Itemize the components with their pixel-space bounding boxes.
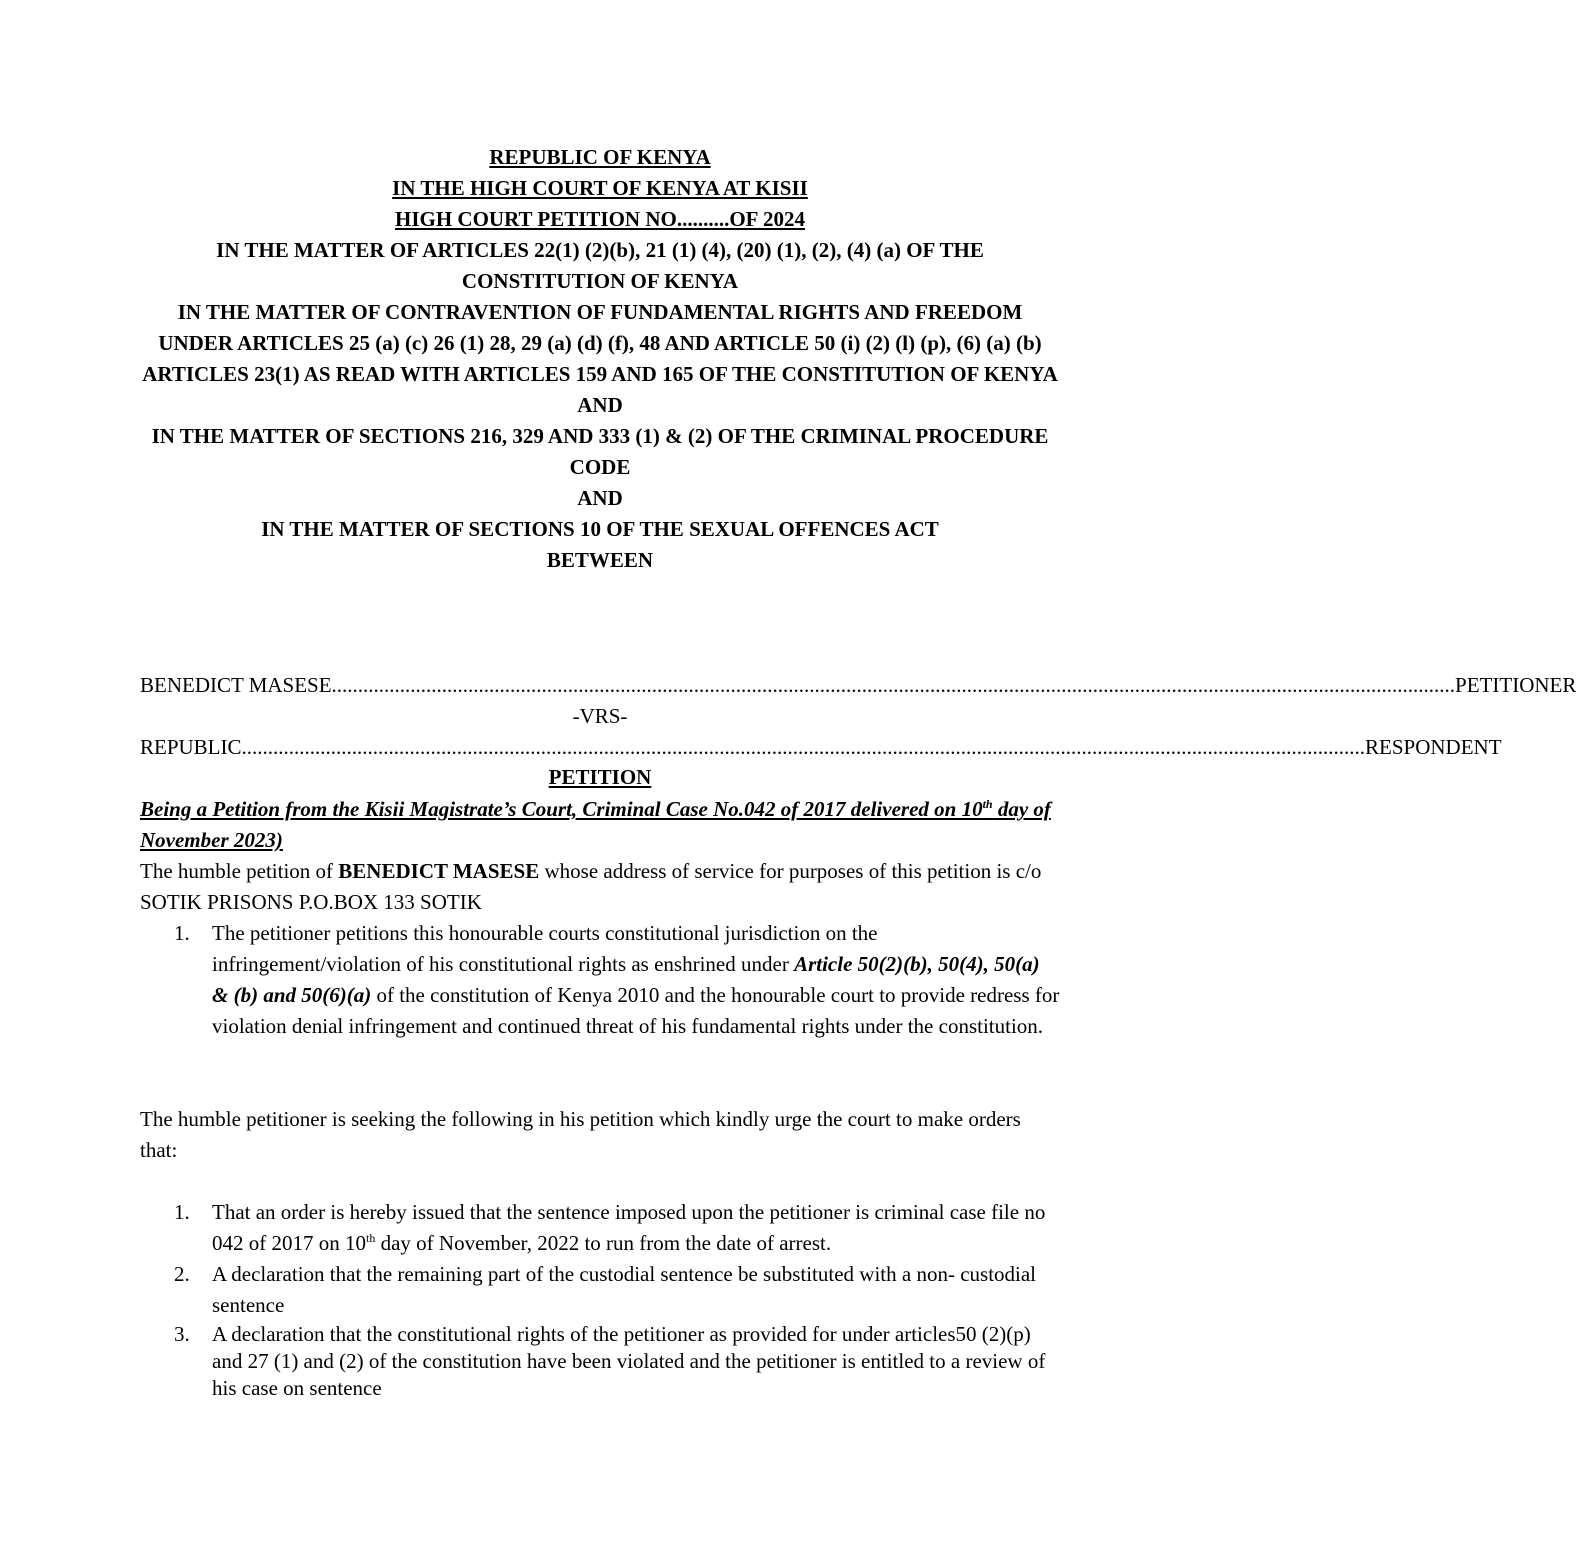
header-and-2: AND xyxy=(577,486,623,510)
petitioner-row xyxy=(140,670,1576,701)
respondent-row xyxy=(140,732,1502,763)
petitioner-role: PETITIONER xyxy=(1455,673,1576,697)
respondent-dots: ...................................................................................................................................................................................................................... xyxy=(241,735,1366,759)
list-item xyxy=(140,1259,1060,1321)
subtitle-sup: th xyxy=(982,797,993,811)
respondent-role: RESPONDENT xyxy=(1365,735,1502,759)
petitioner-name: BENEDICT MASESE xyxy=(140,673,332,697)
subtitle-text-a: Being a Petition from the Kisii Magistrate’s Court, Criminal Case No.042 of 2017 delivered on 10 xyxy=(140,797,983,821)
item1-text-b: of the constitution of Kenya 2010 and the honourable court to provide redress for violation denial infringement and continued threat of his fundamental rights under the constitution. xyxy=(212,983,1060,1038)
header-articles-23: ARTICLES 23(1) AS READ WITH ARTICLES 159 AND 165 OF THE CONSTITUTION OF KENYA xyxy=(142,362,1058,386)
header-matter-cpc: IN THE MATTER OF SECTIONS 216, 329 AND 333 (1) & (2) OF THE CRIMINAL PROCEDURE CODE xyxy=(151,424,1049,479)
header-and-1: AND xyxy=(577,393,623,417)
orders-list xyxy=(140,1197,1060,1402)
intro-paragraph xyxy=(140,856,1060,918)
order1-sup: th xyxy=(366,1231,376,1245)
intro-petitioner-name: BENEDICT MASESE xyxy=(338,859,540,883)
order1-text-b: day of November, 2022 to run from the date of arrest. xyxy=(375,1231,832,1255)
header-matter-articles: IN THE MATTER OF ARTICLES 22(1) (2)(b), 21 (1) (4), (20) (1), (2), (4) (a) OF THE CONSTITUTION OF KENYA xyxy=(216,238,984,293)
respondent-name: REPUBLIC xyxy=(140,735,242,759)
vrs-row xyxy=(140,701,1060,732)
header-court: IN THE HIGH COURT OF KENYA AT KISII xyxy=(392,176,808,200)
petitioner-dots: ...................................................................................................................................................................................................................... xyxy=(331,673,1456,697)
list-item xyxy=(140,1197,1060,1259)
petition-items xyxy=(140,918,1060,1042)
vrs-label: -VRS- xyxy=(572,704,628,728)
petition-subtitle xyxy=(140,794,1060,856)
subtitle-text-b: day of November 2023) xyxy=(140,797,1051,852)
header-republic: REPUBLIC OF KENYA xyxy=(489,145,711,169)
item1-text-a: The petitioner petitions this honourable courts constitutional jurisdiction on the infringement/violation of his constitutional rights as enshrined under xyxy=(212,921,878,976)
case-header xyxy=(140,142,1060,576)
order3-text: A declaration that the constitutional rights of the petitioner as provided for under articles50 (2)(p) and 27 (1) and (2) of the constitution have been violated and the petitioner is entitled to a review of his case on sentence xyxy=(212,1322,1046,1400)
header-matter-soa: IN THE MATTER OF SECTIONS 10 OF THE SEXUAL OFFENCES ACT xyxy=(261,517,939,541)
header-between: BETWEEN xyxy=(546,548,654,572)
order-number: 1. xyxy=(174,1200,190,1224)
parties xyxy=(140,670,1576,763)
order-number: 2. xyxy=(174,1262,190,1286)
item-number: 1. xyxy=(174,921,190,945)
item1-articles: Article 50(2)(b), 50(4), 50(a) & (b) and 50(6)(a) xyxy=(212,952,1040,1007)
seeking-paragraph: The humble petitioner is seeking the following in his petition which kindly urge the court to make orders that: xyxy=(140,1107,1021,1162)
order2-text: A declaration that the remaining part of the custodial sentence be substituted with a non- custodial sentence xyxy=(212,1262,1037,1317)
list-item xyxy=(140,1321,1060,1402)
intro-text-a: The humble petition of xyxy=(140,859,339,883)
header-matter-contravention: IN THE MATTER OF CONTRAVENTION OF FUNDAMENTAL RIGHTS AND FREEDOM UNDER ARTICLES 25 (a) (c) 26 (1) 28, 29 (a) (d) (f), 48 AND ARTICLE 50 (i) (2) (l) (p), (6) (a) (b) xyxy=(158,300,1042,355)
header-petition-no: HIGH COURT PETITION NO..........OF 2024 xyxy=(395,207,805,231)
list-item xyxy=(140,918,1060,1042)
order-number: 3. xyxy=(174,1322,190,1346)
intro-text-b: whose address of service for purposes of this petition is c/o SOTIK PRISONS P.O.BOX 133 SOTIK xyxy=(140,859,1042,914)
petition-title: PETITION xyxy=(548,765,652,789)
order1-text-a: That an order is hereby issued that the sentence imposed upon the petitioner is criminal case file no 042 of 2017 on 10 xyxy=(212,1200,1046,1255)
